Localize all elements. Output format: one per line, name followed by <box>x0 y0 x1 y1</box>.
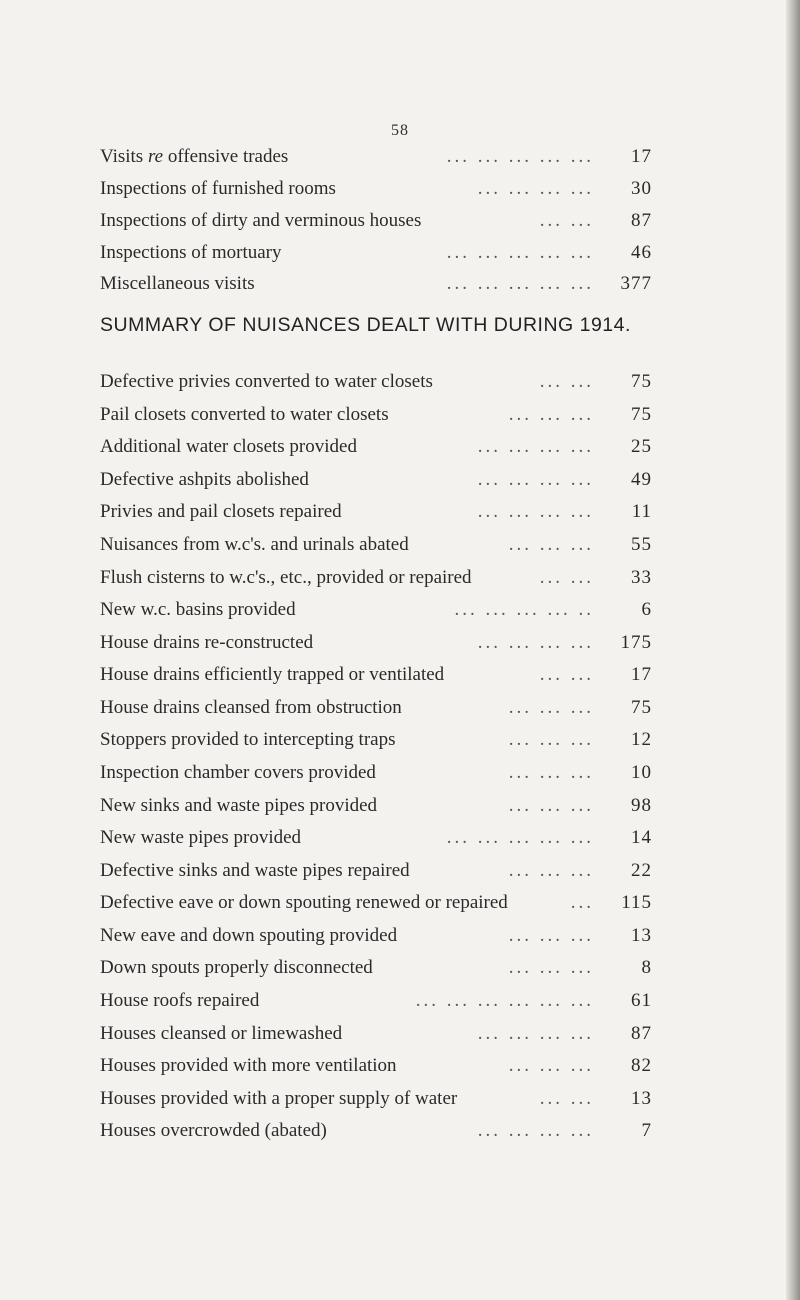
list-item <box>100 599 652 625</box>
item-value: 17 <box>631 664 652 686</box>
item-label: New sinks and waste pipes provided <box>100 794 378 816</box>
item-value: 87 <box>631 1022 652 1044</box>
item-value: 25 <box>631 436 652 458</box>
item-value: 12 <box>631 729 652 751</box>
list-item <box>100 697 652 723</box>
item-value: 61 <box>631 990 652 1011</box>
item-label: Defective ashpits abolished <box>100 468 309 490</box>
list-item <box>100 371 652 397</box>
item-label: Additional water closets provided <box>100 436 357 458</box>
leader-dots: ... ... ... ... <box>477 468 594 490</box>
item-value: 98 <box>631 794 652 816</box>
leader-dots: ... ... ... <box>508 533 594 555</box>
item-label: Houses provided with a proper supply of water <box>100 1087 458 1109</box>
item-label: Defective sinks and waste pipes repaired <box>100 859 410 881</box>
leader-dots: ... ... <box>539 371 594 392</box>
leader-dots: ... ... ... ... <box>477 631 594 653</box>
item-label: House drains efficiently trapped or ventilated <box>100 664 445 686</box>
leader-dots: ... ... ... ... <box>477 501 594 523</box>
list-item <box>100 990 652 1016</box>
list-item <box>100 1023 652 1049</box>
item-label: Inspections of furnished rooms <box>100 178 336 199</box>
list-item <box>100 404 652 430</box>
item-label: Houses provided with more ventilation <box>100 1055 397 1077</box>
leader-dots: ... ... ... <box>508 794 594 816</box>
page-number: 58 <box>391 122 409 139</box>
leader-dots: ... ... ... ... ... ... <box>415 990 594 1011</box>
list-item <box>100 729 652 755</box>
list-item <box>100 632 652 658</box>
list-item <box>100 436 652 462</box>
item-value: 8 <box>641 957 652 979</box>
list-item <box>100 762 652 788</box>
item-value: 87 <box>631 210 652 231</box>
item-value: 14 <box>631 827 652 849</box>
list-item <box>100 210 652 236</box>
leader-dots: ... ... ... <box>508 729 594 751</box>
item-label: Privies and pail closets repaired <box>100 501 342 523</box>
item-label: Pail closets converted to water closets <box>100 403 389 425</box>
item-value: 33 <box>631 566 652 588</box>
item-value: 75 <box>631 696 652 718</box>
item-value: 13 <box>631 1087 652 1109</box>
leader-dots: ... ... ... ... ... <box>446 146 594 167</box>
list-item <box>100 892 652 918</box>
item-value: 11 <box>631 501 652 523</box>
item-label: Nuisances from w.c's. and urinals abated <box>100 533 409 555</box>
item-label: Inspections of dirty and verminous houses <box>100 210 422 231</box>
item-value: 7 <box>641 1120 652 1142</box>
list-item <box>100 827 652 853</box>
list-item <box>100 273 652 299</box>
item-label: Defective privies converted to water closets <box>100 371 433 392</box>
item-label: New waste pipes provided <box>100 827 302 849</box>
item-label: House roofs repaired <box>100 990 260 1011</box>
item-value: 10 <box>631 762 652 783</box>
leader-dots: ... ... ... <box>508 957 594 979</box>
item-value: 115 <box>621 892 652 914</box>
leader-dots: ... ... <box>539 1087 594 1109</box>
item-value: 75 <box>631 403 652 425</box>
list-item <box>100 957 652 983</box>
item-label: Down spouts properly disconnected <box>100 957 373 979</box>
item-value: 49 <box>631 468 652 490</box>
leader-dots: ... ... <box>539 664 594 686</box>
leader-dots: ... ... ... <box>508 762 594 783</box>
leader-dots: ... ... ... ... ... <box>446 827 594 849</box>
item-value: 6 <box>641 599 652 621</box>
list-item <box>100 795 652 821</box>
item-label: House drains re-constructed <box>100 631 314 653</box>
leader-dots: ... ... ... <box>508 924 594 946</box>
leader-dots: ... ... ... <box>508 696 594 718</box>
list-item <box>100 1088 652 1114</box>
leader-dots: ... ... ... <box>508 1055 594 1077</box>
list-item <box>100 146 652 172</box>
leader-dots: ... ... ... ... ... <box>446 242 594 263</box>
item-label: Houses overcrowded (abated) <box>100 1120 327 1142</box>
item-value: 82 <box>631 1055 652 1077</box>
list-item <box>100 1120 652 1146</box>
item-label: Stoppers provided to intercepting traps <box>100 729 396 751</box>
leader-dots: ... ... <box>539 210 594 231</box>
item-value: 17 <box>631 146 652 167</box>
item-value: 22 <box>631 859 652 881</box>
item-label: Inspection chamber covers provided <box>100 762 376 783</box>
list-item <box>100 501 652 527</box>
leader-dots: ... ... ... ... <box>477 1022 594 1044</box>
leader-dots: ... ... <box>539 566 594 588</box>
leader-dots: ... ... ... ... <box>477 1120 594 1142</box>
leader-dots: ... ... ... ... .. <box>454 599 594 621</box>
item-label: Flush cisterns to w.c's., etc., provided or repaired <box>100 566 472 588</box>
leader-dots: ... ... ... ... ... <box>446 273 594 294</box>
item-label: Defective eave or down spouting renewed or repaired <box>100 892 508 914</box>
leader-dots: ... <box>570 892 594 914</box>
item-label: Inspections of mortuary <box>100 242 282 263</box>
leader-dots: ... ... ... ... <box>477 178 594 199</box>
leader-dots: ... ... ... <box>508 403 594 425</box>
item-label: Houses cleansed or limewashed <box>100 1022 343 1044</box>
item-value: 175 <box>620 631 652 653</box>
summary-heading: SUMMARY OF NUISANCES DEALT WITH DURING 1914. <box>100 314 631 336</box>
item-value: 377 <box>620 273 652 294</box>
item-label: Visits re offensive trades <box>100 146 289 167</box>
item-label: Miscellaneous visits <box>100 273 255 294</box>
item-value: 30 <box>631 178 652 199</box>
item-label: New eave and down spouting provided <box>100 924 398 946</box>
list-item <box>100 1055 652 1081</box>
list-item <box>100 178 652 204</box>
leader-dots: ... ... ... <box>508 859 594 881</box>
list-item <box>100 860 652 886</box>
list-item <box>100 469 652 495</box>
item-value: 46 <box>631 242 652 263</box>
list-item <box>100 534 652 560</box>
item-value: 75 <box>631 371 652 392</box>
list-item <box>100 925 652 951</box>
page-edge-shadow <box>786 0 800 1300</box>
item-label: New w.c. basins provided <box>100 599 296 621</box>
list-item <box>100 664 652 690</box>
list-item <box>100 242 652 268</box>
item-label: House drains cleansed from obstruction <box>100 696 402 718</box>
item-value: 55 <box>631 533 652 555</box>
list-item <box>100 567 652 593</box>
item-value: 13 <box>631 924 652 946</box>
leader-dots: ... ... ... ... <box>477 436 594 458</box>
